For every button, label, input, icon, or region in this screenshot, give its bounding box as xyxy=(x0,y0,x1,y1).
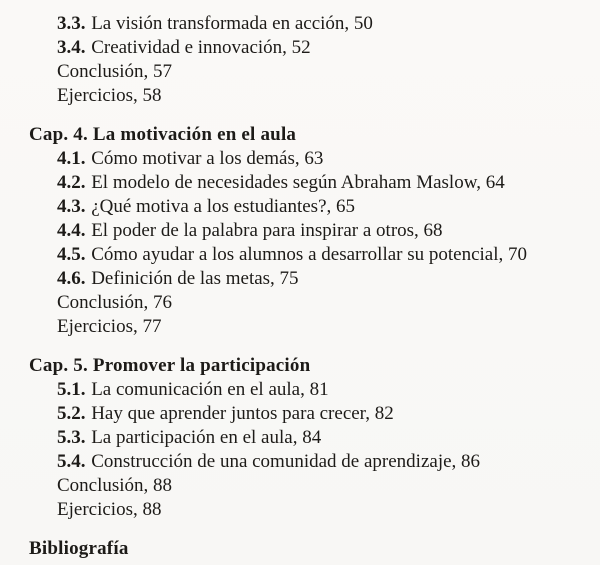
entry-label: Conclusión, 76 xyxy=(57,292,173,313)
entry-number: 4.4. xyxy=(57,220,86,241)
toc-entry xyxy=(29,450,592,474)
entry-number: 3.3. xyxy=(57,13,86,34)
toc-section-ch4 xyxy=(29,123,592,339)
toc-entry xyxy=(29,498,592,522)
toc-section-bibliography xyxy=(29,537,592,561)
entry-label: Cómo ayudar a los alumnos a desarrollar su potencial, 70 xyxy=(91,244,528,265)
entry-label: La participación en el aula, 84 xyxy=(91,427,322,448)
toc-entry xyxy=(29,474,592,498)
toc-entry xyxy=(29,12,592,36)
chapter-heading: Cap. 4. La motivación en el aula xyxy=(29,124,297,145)
toc-entry xyxy=(29,378,592,402)
toc-entry xyxy=(29,219,592,243)
entry-label: La visión transformada en acción, 50 xyxy=(91,13,373,34)
entry-number: 3.4. xyxy=(57,37,86,58)
entry-label: Cómo motivar a los demás, 63 xyxy=(91,148,324,169)
toc-entry xyxy=(29,315,592,339)
entry-number: 4.2. xyxy=(57,172,86,193)
entry-label: Definición de las metas, 75 xyxy=(91,268,299,289)
entry-label: El poder de la palabra para inspirar a otros, 68 xyxy=(91,220,443,241)
toc-entry xyxy=(29,402,592,426)
entry-label: Creatividad e innovación, 52 xyxy=(91,37,311,58)
toc-entry xyxy=(29,60,592,84)
entry-label: Conclusión, 57 xyxy=(57,61,173,82)
entry-number: 4.5. xyxy=(57,244,86,265)
toc-entry xyxy=(29,291,592,315)
entry-label: ¿Qué motiva a los estudiantes?, 65 xyxy=(91,196,356,217)
toc-entry xyxy=(29,267,592,291)
toc-section-ch3-tail xyxy=(29,12,592,108)
entry-number: 5.3. xyxy=(57,427,86,448)
toc-entry xyxy=(29,243,592,267)
toc-entry xyxy=(29,36,592,60)
toc-entry xyxy=(29,147,592,171)
entry-label: La comunicación en el aula, 81 xyxy=(91,379,329,400)
entry-number: 4.3. xyxy=(57,196,86,217)
toc-entry xyxy=(29,195,592,219)
toc-section-ch5 xyxy=(29,354,592,522)
entry-label: Hay que aprender juntos para crecer, 82 xyxy=(91,403,394,424)
entry-number: 4.6. xyxy=(57,268,86,289)
toc-entry xyxy=(29,426,592,450)
entry-label: Conclusión, 88 xyxy=(57,475,173,496)
entry-label: El modelo de necesidades según Abraham Maslow, 64 xyxy=(91,172,505,193)
entry-number: 4.1. xyxy=(57,148,86,169)
entry-number: 5.2. xyxy=(57,403,86,424)
toc-entry xyxy=(29,171,592,195)
entry-label: Ejercicios, 77 xyxy=(57,316,162,337)
entry-label: Construcción de una comunidad de aprendizaje, 86 xyxy=(91,451,481,472)
toc-entry xyxy=(29,84,592,108)
entry-number: 5.1. xyxy=(57,379,86,400)
bibliography-heading: Bibliografía xyxy=(29,538,129,559)
entry-label: Ejercicios, 58 xyxy=(57,85,162,106)
chapter-heading: Cap. 5. Promover la participación xyxy=(29,355,311,376)
entry-number: 5.4. xyxy=(57,451,86,472)
entry-label: Ejercicios, 88 xyxy=(57,499,162,520)
